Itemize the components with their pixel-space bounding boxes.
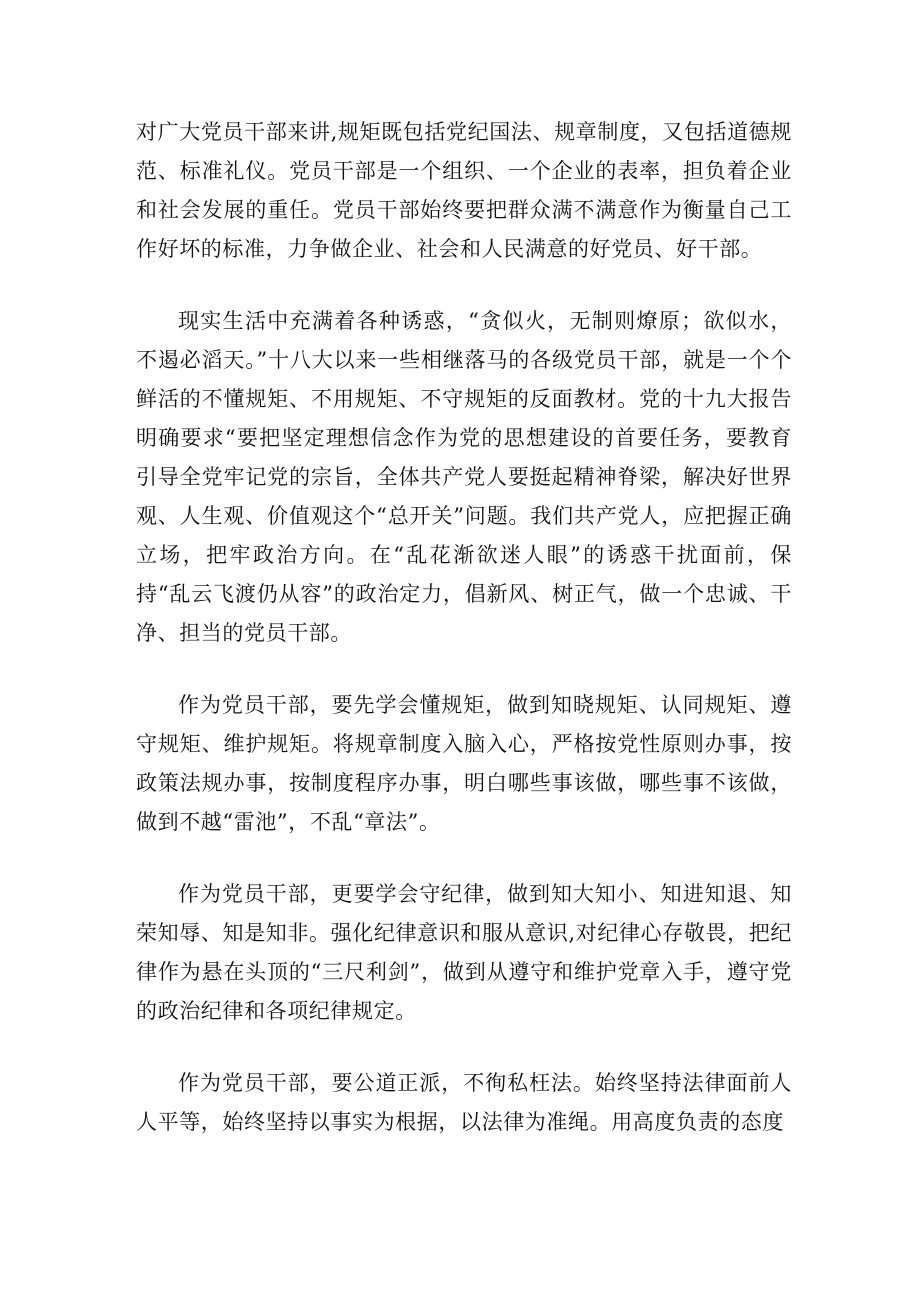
paragraph-temptations: 现实生活中充满着各种诱惑，“贪似火，无制则燎原；欲似水，不遏必滔天。”十八大以来一些相继落马的各级党员干部，就是一个个鲜活的不懂规矩、不用规矩、不守规矩的反面教材。党的十九大报告明确要求“要把坚定理想信念作为党的思想建设的首要任务，要教育引导全党牢记党的宗旨，全体共产党人要挺起精神脊梁，解决好世界观、人生观、价值观这个“总开关”问题。我们共产党人，应把握正确立场，把牢政治方向。在“乱花渐欲迷人眼”的诱惑干扰面前，保持“乱云飞渡仍从容”的政治定力，倡新风、树正气，做一个忠诚、干净、担当的党员干部。 — [136, 309, 792, 645]
document-body — [136, 113, 792, 1142]
paragraph-know-rules: 作为党员干部，要先学会懂规矩，做到知晓规矩、认同规矩、遵守规矩、维护规矩。将规章制度入脑入心，严格按党性原则办事，按政策法规办事，按制度程序办事，明白哪些事该做，哪些事不该做，做到不越“雷池”，不乱“章法”。 — [136, 693, 792, 834]
paragraph-impartial: 作为党员干部，要公道正派，不徇私枉法。始终坚持法律面前人人平等，始终坚持以事实为根据，以法律为准绳。用高度负责的态度 — [136, 1071, 792, 1134]
paragraph-party-rules: 对广大党员干部来讲,规矩既包括党纪国法、规章制度，又包括道德规范、标准礼仪。党员干部是一个组织、一个企业的表率，担负着企业和社会发展的重任。党员干部始终要把群众满不满意作为衡量自己工作好坏的标准，力争做企业、社会和人民满意的好党员、好干部。 — [136, 120, 792, 261]
paragraph-keep-discipline: 作为党员干部，更要学会守纪律，做到知大知小、知进知退、知荣知辱、知是知非。强化纪律意识和服从意识,对纪律心存敬畏，把纪律作为悬在头顶的“三尺利剑”，做到从遵守和维护党章入手，遵守党的政治纪律和各项纪律规定。 — [136, 882, 792, 1023]
